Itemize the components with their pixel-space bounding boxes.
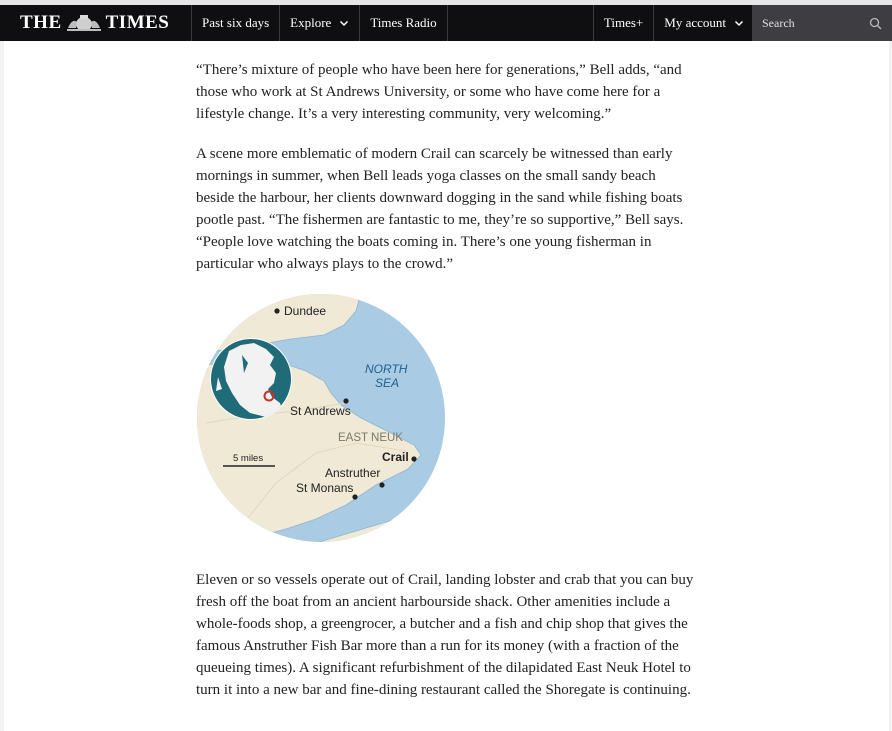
nav-times-radio[interactable]	[359, 5, 447, 41]
label-st-andrews: St Andrews	[290, 404, 351, 418]
nav-label: Times+	[603, 15, 644, 30]
search-input[interactable]	[752, 5, 892, 41]
article-paragraph: Eleven or so vessels operate out of Crail, landing lobster and crab that you can buy fresh off the boat from an ancient harbourside shack. Other amenities include a whole-foods shop, a greengrocer, a butcher and a fish and chip shop that gives the famous Anstruther Fish Bar more than a run for its money (with a fraction of the queueing times). A significant refurbishment of the dilapidated East Neuk Hotel to turn it into a new bar and fine-dining restaurant called the Shoregate is continuing.	[196, 572, 694, 698]
logo-text-right: TIMES	[105, 12, 170, 33]
crail-dot	[411, 456, 416, 461]
nav-spacer	[448, 5, 593, 41]
label-anstruther: Anstruther	[325, 466, 381, 480]
label-dundee: Dundee	[284, 304, 327, 318]
dundee-dot	[274, 308, 279, 313]
top-navigation-bar	[0, 5, 892, 41]
nav-times-plus[interactable]	[593, 5, 653, 41]
label-crail: Crail	[382, 450, 409, 464]
nav-label: Explore	[290, 15, 332, 30]
nav-label: Times Radio	[370, 15, 437, 30]
nav-explore[interactable]	[279, 5, 359, 41]
chevron-down-icon	[339, 18, 349, 28]
nav-label: My account	[664, 15, 726, 30]
nav-past-six-days[interactable]	[191, 5, 279, 41]
article-page	[4, 41, 889, 731]
logo-text-left: THE	[20, 12, 62, 33]
search-placeholder: Search	[762, 15, 795, 30]
label-st-monans: St Monans	[296, 481, 354, 495]
map-graphic	[196, 293, 446, 543]
royal-crest-icon	[64, 14, 104, 32]
crail-location-map	[196, 293, 446, 543]
search-icon[interactable]	[869, 17, 882, 30]
article-paragraph: A scene more emblematic of modern Crail can scarcely be witnessed than early mornings in summer, when Bell leads yoga classes on the small sandy beach beside the harbour, her clients downward dogging in the sand while fishing boats pootle past. “The fishermen are fantastic to me, they’re so supportive,” Bell says. “People love watching the boats coming in. There’s one young fisherman in particular who always plays to the crowd.”	[196, 146, 684, 272]
st-monans-dot	[352, 494, 357, 499]
label-north-sea-1: NORTH	[365, 362, 408, 376]
article-body	[196, 59, 696, 719]
st-andrews-dot	[343, 398, 348, 403]
scale-label: 5 miles	[233, 453, 264, 464]
label-east-neuk: EAST NEUK	[338, 432, 403, 444]
label-north-sea-2: SEA	[375, 376, 400, 390]
the-times-logo[interactable]	[0, 5, 191, 41]
nav-my-account[interactable]	[653, 5, 752, 41]
nav-label: Past six days	[202, 15, 270, 30]
chevron-down-icon	[734, 18, 744, 28]
article-paragraph: “There’s mixture of people who have been here for generations,” Bell adds, “and those who work at St Andrews University, or some who have come here for a lifestyle change. It’s a very interesting community, very welcoming.”	[196, 62, 682, 122]
anstruther-dot	[379, 482, 384, 487]
